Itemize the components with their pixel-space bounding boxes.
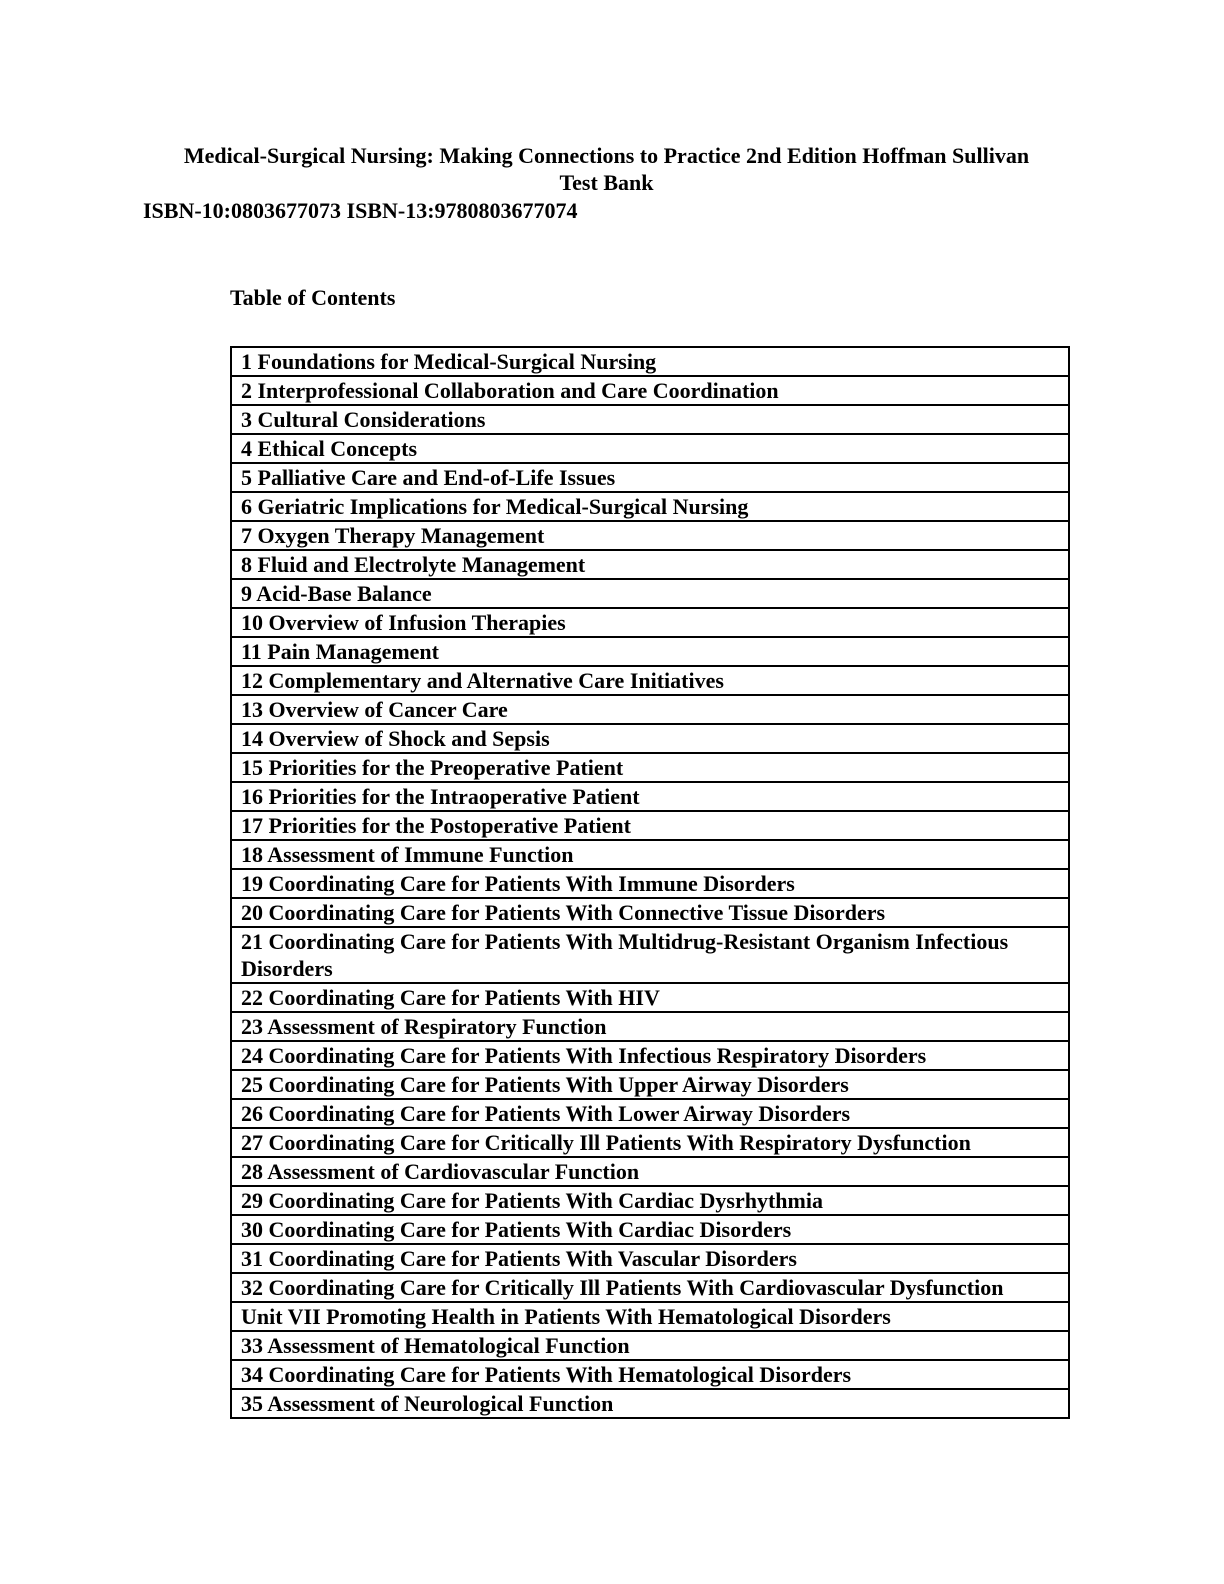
toc-row — [231, 521, 1069, 550]
toc-row — [231, 608, 1069, 637]
toc-entry: 24 Coordinating Care for Patients With Infectious Respiratory Disorders — [231, 1041, 1069, 1070]
toc-table — [230, 346, 1070, 1419]
toc-entry: 5 Palliative Care and End-of-Life Issues — [231, 463, 1069, 492]
toc-row — [231, 869, 1069, 898]
document-title — [120, 142, 1093, 196]
toc-row — [231, 463, 1069, 492]
toc-row — [231, 1099, 1069, 1128]
toc-entry: 17 Priorities for the Postoperative Patient — [231, 811, 1069, 840]
toc-entry: 34 Coordinating Care for Patients With Hematological Disorders — [231, 1360, 1069, 1389]
document-title-line-1: Medical-Surgical Nursing: Making Connections to Practice 2nd Edition Hoffman Sullivan — [183, 143, 1030, 168]
toc-entry: 26 Coordinating Care for Patients With Lower Airway Disorders — [231, 1099, 1069, 1128]
toc-entry: 32 Coordinating Care for Critically Ill Patients With Cardiovascular Dysfunction — [231, 1273, 1069, 1302]
toc-entry: 3 Cultural Considerations — [231, 405, 1069, 434]
toc-row — [231, 898, 1069, 927]
toc-row — [231, 1273, 1069, 1302]
toc-entry: 16 Priorities for the Intraoperative Patient — [231, 782, 1069, 811]
toc-entry: 13 Overview of Cancer Care — [231, 695, 1069, 724]
toc-row — [231, 1186, 1069, 1215]
toc-entry: 20 Coordinating Care for Patients With Connective Tissue Disorders — [231, 898, 1069, 927]
toc-entry: 11 Pain Management — [231, 637, 1069, 666]
toc-row — [231, 724, 1069, 753]
toc-entry: 1 Foundations for Medical-Surgical Nursing — [231, 347, 1069, 376]
toc-row — [231, 840, 1069, 869]
toc-heading: Table of Contents — [230, 285, 396, 310]
toc-row — [231, 1360, 1069, 1389]
toc-entry: 15 Priorities for the Preoperative Patient — [231, 753, 1069, 782]
toc-entry: 21 Coordinating Care for Patients With Multidrug-Resistant Organism Infectious Disorders — [231, 927, 1069, 983]
toc-row — [231, 1070, 1069, 1099]
toc-row — [231, 492, 1069, 521]
toc-row — [231, 927, 1069, 983]
toc-entry: 4 Ethical Concepts — [231, 434, 1069, 463]
toc-row — [231, 347, 1069, 376]
toc-entry: 33 Assessment of Hematological Function — [231, 1331, 1069, 1360]
toc-entry: 6 Geriatric Implications for Medical-Surgical Nursing — [231, 492, 1069, 521]
toc-entry: 22 Coordinating Care for Patients With HIV — [231, 983, 1069, 1012]
toc-row — [231, 550, 1069, 579]
toc-row — [231, 1302, 1069, 1331]
toc-entry: 28 Assessment of Cardiovascular Function — [231, 1157, 1069, 1186]
toc-row — [231, 695, 1069, 724]
toc-entry: 25 Coordinating Care for Patients With Upper Airway Disorders — [231, 1070, 1069, 1099]
toc-entry: 35 Assessment of Neurological Function — [231, 1389, 1069, 1418]
toc-entry: 27 Coordinating Care for Critically Ill Patients With Respiratory Dysfunction — [231, 1128, 1069, 1157]
document-title-line-2: Test Bank — [559, 170, 654, 195]
toc-row — [231, 1215, 1069, 1244]
toc-row — [231, 1012, 1069, 1041]
toc-row — [231, 1041, 1069, 1070]
toc-row — [231, 753, 1069, 782]
toc-row — [231, 579, 1069, 608]
toc-entry: 31 Coordinating Care for Patients With Vascular Disorders — [231, 1244, 1069, 1273]
toc-entry: 14 Overview of Shock and Sepsis — [231, 724, 1069, 753]
toc-entry: 18 Assessment of Immune Function — [231, 840, 1069, 869]
toc-row — [231, 637, 1069, 666]
toc-row — [231, 1331, 1069, 1360]
toc-row — [231, 782, 1069, 811]
toc-entry: 19 Coordinating Care for Patients With Immune Disorders — [231, 869, 1069, 898]
toc-entry: 10 Overview of Infusion Therapies — [231, 608, 1069, 637]
toc-entry: 29 Coordinating Care for Patients With Cardiac Dysrhythmia — [231, 1186, 1069, 1215]
toc-entry: 9 Acid-Base Balance — [231, 579, 1069, 608]
toc-row — [231, 983, 1069, 1012]
toc-row — [231, 405, 1069, 434]
toc-entry: 23 Assessment of Respiratory Function — [231, 1012, 1069, 1041]
toc-row — [231, 1389, 1069, 1418]
isbn-line: ISBN-10:0803677073 ISBN-13:9780803677074 — [143, 198, 578, 223]
toc-row — [231, 666, 1069, 695]
toc-entry: 30 Coordinating Care for Patients With Cardiac Disorders — [231, 1215, 1069, 1244]
toc-entry: 12 Complementary and Alternative Care Initiatives — [231, 666, 1069, 695]
toc-entry: 7 Oxygen Therapy Management — [231, 521, 1069, 550]
toc-entry: Unit VII Promoting Health in Patients With Hematological Disorders — [231, 1302, 1069, 1331]
toc-row — [231, 376, 1069, 405]
toc-row — [231, 811, 1069, 840]
toc-row — [231, 1157, 1069, 1186]
toc-entry: 2 Interprofessional Collaboration and Care Coordination — [231, 376, 1069, 405]
toc-row — [231, 1244, 1069, 1273]
toc-entry: 8 Fluid and Electrolyte Management — [231, 550, 1069, 579]
toc-row — [231, 1128, 1069, 1157]
toc-row — [231, 434, 1069, 463]
